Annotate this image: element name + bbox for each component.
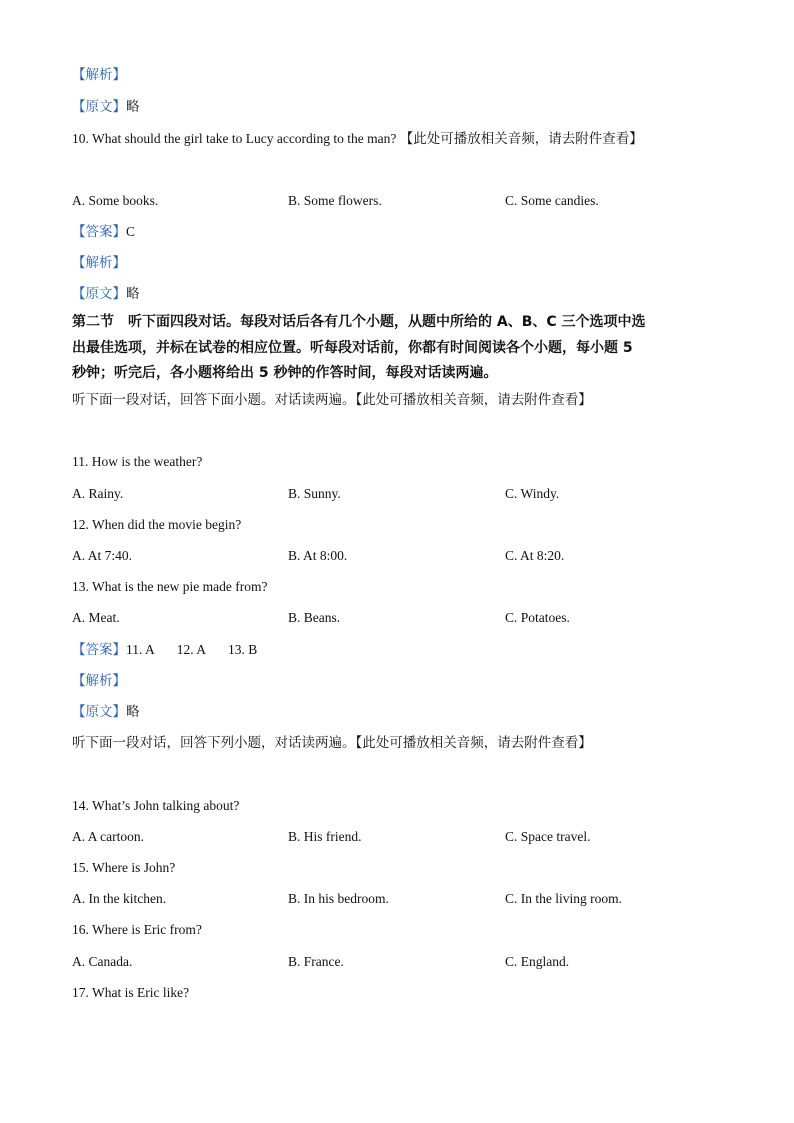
- q14-option-c: C. Space travel.: [505, 829, 591, 844]
- question-11: 11. How is the weather?: [72, 454, 203, 469]
- q10-option-c: C. Some candies.: [505, 193, 599, 208]
- q10-answer: C: [126, 224, 136, 239]
- q12-option-c: C. At 8:20.: [505, 548, 565, 563]
- q14-option-b: B. His friend.: [288, 829, 362, 844]
- answer-11: 11. A: [126, 642, 155, 657]
- section-2-heading-line-2: 出最佳选项，并标在试卷的相应位置。听每段对话前，你都有时间阅读各个小题，每小题 5: [72, 340, 633, 356]
- q15-option-b: B. In his bedroom.: [288, 891, 389, 906]
- answer-13: 13. B: [228, 642, 258, 657]
- omitted-text: 略: [126, 99, 140, 115]
- audio-note: 【此处可播放相关音频，请去附件查看】: [399, 131, 643, 147]
- q11-option-b: B. Sunny.: [288, 486, 341, 501]
- q11-option-c: C. Windy.: [505, 486, 560, 501]
- q13-option-a: A. Meat.: [72, 610, 120, 625]
- question-14: 14. What’s John talking about?: [72, 798, 240, 813]
- q10-answer-line: [72, 223, 135, 241]
- q14-option-a: A. A cartoon.: [72, 829, 144, 844]
- original-tag: 【原文】: [72, 99, 126, 115]
- q16-option-b: B. France.: [288, 954, 344, 969]
- q16-option-c: C. England.: [505, 954, 570, 969]
- question-10: [72, 130, 643, 148]
- answer-12: 12. A: [176, 642, 207, 657]
- q10-option-a: A. Some books.: [72, 193, 159, 208]
- q12-option-a: A. At 7:40.: [72, 548, 133, 563]
- original-tag: 【原文】: [72, 286, 126, 302]
- analysis-label: [72, 672, 126, 690]
- question-10-text: 10. What should the girl take to Lucy according to the man?: [72, 131, 397, 146]
- analysis-label: [72, 254, 126, 272]
- q12-option-b: B. At 8:00.: [288, 548, 348, 563]
- section-2-heading-line-1: 第二节 听下面四段对话。每段对话后各有几个小题，从题中所给的 A、B、C 三个选项中选: [72, 314, 646, 330]
- original-text-line: [72, 285, 140, 303]
- q10-option-b: B. Some flowers.: [288, 193, 382, 208]
- answer-tag: 【答案】: [72, 642, 126, 658]
- analysis-tag: 【解析】: [72, 673, 126, 689]
- q16-option-a: A. Canada.: [72, 954, 133, 969]
- analysis-tag: 【解析】: [72, 255, 126, 271]
- analysis-label: [72, 66, 126, 84]
- answer-tag: 【答案】: [72, 224, 126, 240]
- q15-option-a: A. In the kitchen.: [72, 891, 167, 906]
- q11-option-a: A. Rainy.: [72, 486, 124, 501]
- q13-option-b: B. Beans.: [288, 610, 341, 625]
- section-2-heading-line-3: 秒钟；听完后，各小题将给出 5 秒钟的作答时间，每段对话读两遍。: [72, 365, 498, 381]
- dialog-1-intro: 听下面一段对话，回答下面小题。对话读两遍。【此处可播放相关音频，请去附件查看】: [72, 392, 592, 408]
- dialog-2-intro: 听下面一段对话，回答下列小题，对话读两遍。【此处可播放相关音频，请去附件查看】: [72, 735, 592, 751]
- question-13: 13. What is the new pie made from?: [72, 579, 268, 594]
- original-tag: 【原文】: [72, 704, 126, 720]
- omitted-text: 略: [126, 704, 140, 720]
- question-12: 12. When did the movie begin?: [72, 517, 242, 532]
- original-text-line: [72, 703, 140, 721]
- question-15: 15. Where is John?: [72, 860, 176, 875]
- omitted-text: 略: [126, 286, 140, 302]
- q15-option-c: C. In the living room.: [505, 891, 622, 906]
- original-text-line: [72, 98, 140, 116]
- dialog-1-answer-line: [72, 641, 279, 659]
- q13-option-c: C. Potatoes.: [505, 610, 570, 625]
- question-16: 16. Where is Eric from?: [72, 922, 202, 937]
- question-17: 17. What is Eric like?: [72, 985, 190, 1000]
- analysis-tag: 【解析】: [72, 67, 126, 83]
